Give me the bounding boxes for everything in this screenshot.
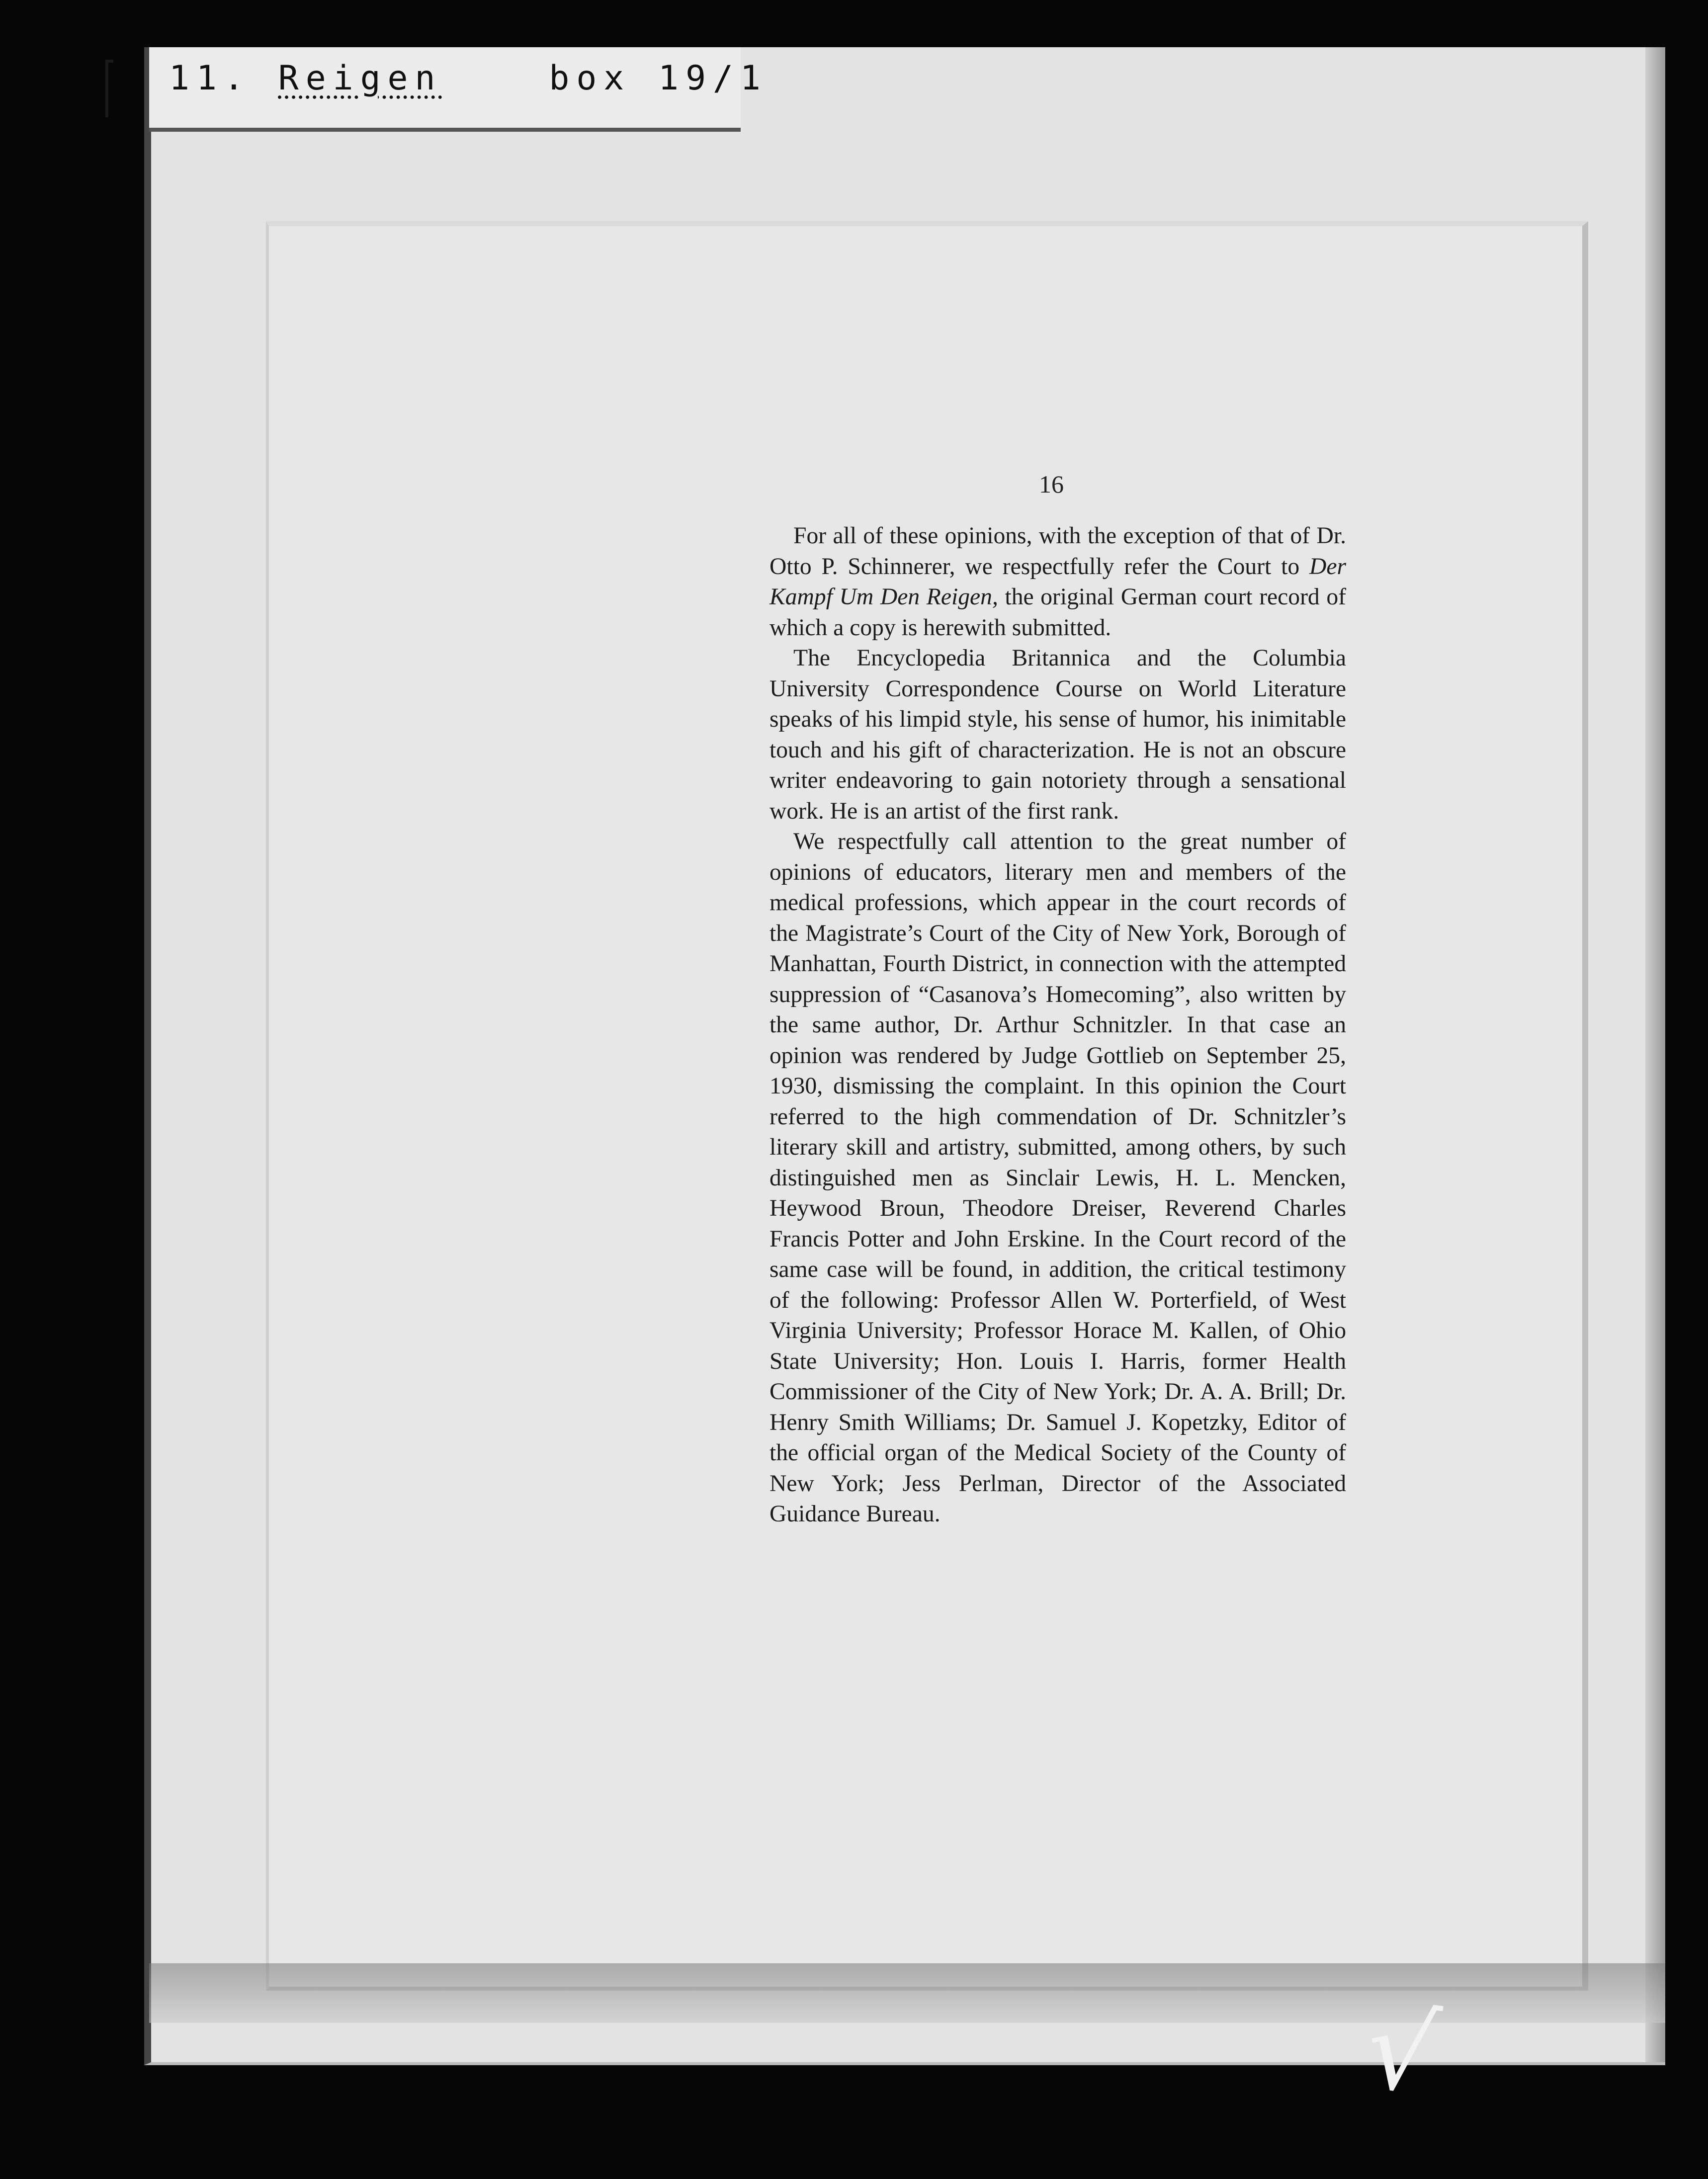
folder-corner-mark [105, 60, 113, 117]
paragraph-1 [769, 521, 1346, 643]
box-number: box 19/1 [549, 59, 768, 98]
collection-name: Reigen [278, 59, 442, 98]
page-number: 16 [1039, 470, 1064, 498]
archive-label [169, 59, 768, 98]
body-text [769, 521, 1346, 1530]
item-number: 11. [169, 59, 251, 98]
sheet-edge [1645, 47, 1665, 2062]
paragraph-3: We respectfully call attention to the great number of opinions of educators, literary men and members of the medical professions, which appear in the court records of the Magistrate’s Court of the City of New York, Borough of Manhattan, Fourth District, in connection with the attempted suppression of “Casanova’s Homecoming”, also written by the same author, Dr. Arthur Schnitzler. In that case an opinion was rendered by Judge Gottlieb on September 25, 1930, dismissing the complaint. In this opinion the Court referred to the high commendation of Dr. Schnitzler’s literary skill and artistry, submitted, among others, by such distinguished men as Sinclair Lewis, H. L. Mencken, Heywood Broun, Theodore Dreiser, Reverend Charles Francis Potter and John Erskine. In the Court record of the same case will be found, in addition, the critical testimony of the following: Professor Allen W. Porterfield, of West Virginia University; Professor Horace M. Kallen, of Ohio State University; Hon. Louis I. Harris, former Health Commissioner of the City of New York; Dr. A. A. Brill; Dr. Henry Smith Williams; Dr. Samuel J. Kopetzky, Editor of the official organ of the Medical Society of the County of New York; Jess Perlman, Director of the Associated Guidance Bureau. [769, 829, 1346, 1527]
handwritten-checkmark: √ [1358, 1984, 1446, 2120]
book-title: Der Kampf Um Den Reigen, [769, 553, 1346, 610]
paragraph-1-part-2: the original German court record of which a copy is herewith submitted. [769, 584, 1346, 641]
paragraph-1-part-1: For all of these opinions, with the exception of that of Dr. Otto P. Schinnerer, we respectfully refer the Court to [769, 523, 1346, 580]
paragraph-2: The Encyclopedia Britannica and the Columbia University Correspondence Course on World Literature speaks of his limpid style, his sense of humor, his inimitable touch and his gift of characterization. He is not an obscure writer endeavoring to gain notoriety through a sensational work. He is an artist of the first rank. [769, 645, 1346, 824]
